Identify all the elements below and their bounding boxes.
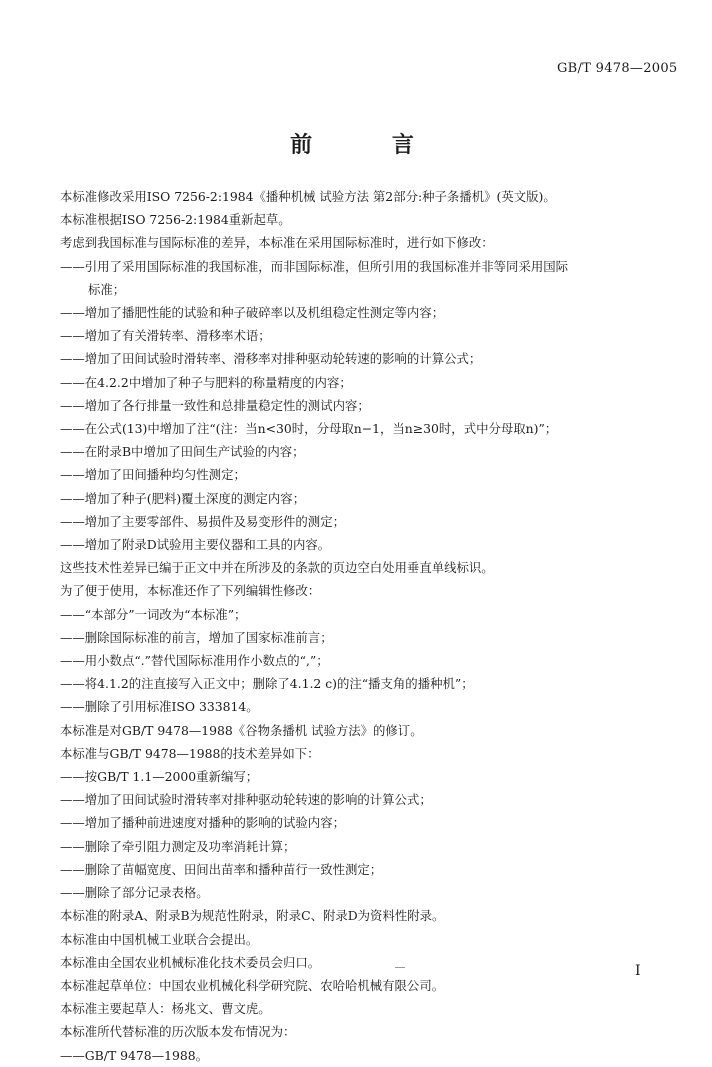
list-item: ——按GB/T 1.1—2000重新编写；: [60, 769, 259, 785]
footer-mark: [395, 967, 405, 968]
list-item: ——GB/T 9478—1988。: [60, 1047, 209, 1063]
list-item-continuation: 标准；: [88, 281, 126, 297]
list-item: ——增加了田间播种均匀性测定；: [60, 467, 246, 483]
list-item: ——删除了牵引阻力测定及功率消耗计算；: [60, 838, 296, 854]
list-item: ——增加了各行排量一致性和总排量稳定性的测试内容；: [60, 397, 370, 413]
list-item: ——增加了田间试验时滑转率对排种驱动轮转速的影响的计算公式；: [60, 792, 432, 808]
paragraph-line: 本标准根据ISO 7256-2:1984重新起草。: [60, 212, 291, 228]
standard-number-header: GB/T 9478—2005: [557, 61, 678, 76]
list-item: ——在4.2.2中增加了种子与肥料的称量精度的内容；: [60, 374, 352, 390]
list-item: ——增加了有关滑转率、滑移率术语；: [60, 328, 271, 344]
paragraph-line: 本标准由中国机械工业联合会提出。: [60, 931, 259, 947]
list-item: ——增加了种子(肥料)覆土深度的测定内容；: [60, 490, 306, 506]
list-item: ——“本部分”一词改为“本标准”；: [60, 606, 247, 622]
list-item: ——增加了主要零部件、易损件及易变形件的测定；: [60, 513, 345, 529]
list-item: ——增加了附录D试验用主要仪器和工具的内容。: [60, 537, 331, 553]
list-item: ——增加了播肥性能的试验和种子破碎率以及机组稳定性测定等内容；: [60, 305, 445, 321]
page-number: I: [635, 963, 641, 979]
list-item: ——用小数点“.”替代国际标准用作小数点的“,”；: [60, 653, 329, 669]
paragraph-line: 本标准与GB/T 9478—1988的技术差异如下：: [60, 745, 320, 761]
list-item: ——删除了苗幅宽度、田间出苗率和播种苗行一致性测定；: [60, 861, 383, 877]
list-item: ——删除了部分记录表格。: [60, 885, 209, 901]
paragraph-line: 为了便于使用，本标准还作了下列编辑性修改：: [60, 583, 321, 599]
paragraph-line: 本标准主要起草人：杨兆文、曹文虎。: [60, 1001, 271, 1017]
paragraph-line: 本标准所代替标准的历次版本发布情况为：: [60, 1024, 296, 1040]
list-item: ——增加了播种前进速度对播种的影响的试验内容；: [60, 815, 345, 831]
list-item: ——在公式(13)中增加了注“(注：当n<30时，分母取n−1，当n≥30时，式中分母取n)”；: [60, 421, 558, 437]
list-item: ——引用了采用国际标准的我国标准，而非国际标准，但所引用的我国标准并非等同采用国际: [60, 258, 569, 274]
paragraph-line: 本标准由全国农业机械标准化技术委员会归口。: [60, 954, 321, 970]
paragraph-line: 考虑到我国标准与国际标准的差异，本标准在采用国际标准时，进行如下修改：: [60, 235, 494, 251]
list-item: ——删除国际标准的前言，增加了国家标准前言；: [60, 629, 333, 645]
page-title: 前 言: [290, 133, 450, 158]
list-item: ——增加了田间试验时滑转率、滑移率对排种驱动轮转速的影响的计算公式；: [60, 351, 482, 367]
foreword-body: [60, 185, 660, 1067]
paragraph-line: 本标准修改采用ISO 7256-2:1984《播种机械 试验方法 第2部分:种子条播机》(英文版)。: [60, 189, 556, 204]
paragraph-line: 本标准的附录A、附录B为规范性附录，附录C、附录D为资料性附录。: [60, 908, 445, 924]
list-item: ——将4.1.2的注直接写入正文中；删除了4.1.2 c)的注“播支角的播种机”；: [60, 676, 474, 692]
paragraph-line: 这些技术性差异已编于正文中并在所涉及的条款的页边空白处用垂直单线标识。: [60, 560, 494, 576]
paragraph-line: 本标准起草单位：中国农业机械化科学研究院、农哈哈机械有限公司。: [60, 977, 445, 993]
list-item: ——在附录B中增加了田间生产试验的内容；: [60, 444, 305, 460]
list-item: ——删除了引用标准ISO 333814。: [60, 699, 259, 715]
paragraph-line: 本标准是对GB/T 9478—1988《谷物条播机 试验方法》的修订。: [60, 722, 423, 738]
